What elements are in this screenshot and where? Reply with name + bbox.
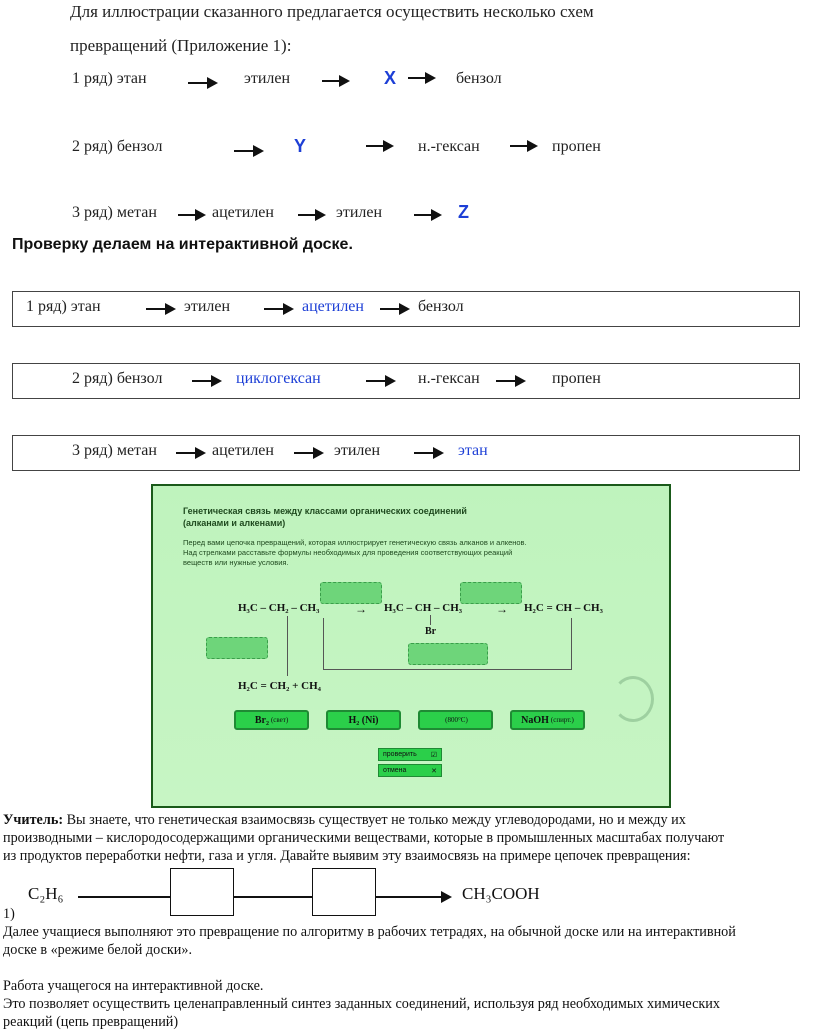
formula-bromopropane: H₃C – CH – CH₃ [384,602,463,614]
reagent-main: Br₂ [254,714,269,726]
scheme-line [234,896,312,898]
para1-line1: Далее учащиеся выполняют это превращение по алгоритму в рабочих тетрадях, на обычной доске или на интерактивной [3,924,736,940]
reagent-note: (свет) [270,716,289,724]
teacher-label: Учитель: [3,812,64,828]
row1-var: X [384,68,397,88]
ans1-label: 1 ряд) этан [26,298,101,315]
scheme-box-2[interactable] [312,868,376,916]
row3-item3: этилен [336,204,383,221]
arrow-icon [176,452,204,454]
arrow-icon [376,896,450,898]
check-label: проверить [383,751,417,758]
arrow-icon [408,77,434,79]
arrow-icon [366,145,392,147]
reagent-main: H₂ (Ni) [348,714,379,726]
close-icon: ✕ [431,767,437,775]
check-icon: ☑ [430,751,437,759]
formula-cracking-products: H₂C = CH₂ + CH₄ [238,680,321,692]
ans2-answer: циклогексан [236,370,321,387]
row2-item4: пропен [552,138,601,155]
teacher-text-1: Вы знаете, что генетическая взаимосвязь существует не только между углеводородами, но и между их [63,812,686,828]
arrow-icon [264,308,292,310]
scheme-start: C₂H₆ [28,884,64,903]
drop-slot-2[interactable] [460,582,522,604]
teacher-line-3: из продуктов переработки нефти, газа и угля. Давайте выявим эту взаимосвязь на примере цепочек превращения: [3,848,691,864]
arrow-icon [414,452,442,454]
reagent-button-h2[interactable] [326,710,401,730]
reagent-main: NaOH [521,714,549,726]
bond-line [430,615,431,625]
scheme-line [78,896,170,898]
ans3-item2: ацетилен [212,442,274,459]
arrow-icon [192,380,220,382]
check-button[interactable] [378,748,442,761]
arrow-icon [414,214,440,216]
ans3-item3: этилен [334,442,381,459]
ans2-item3: н.-гексан [418,370,480,387]
scheme-number: 1) [3,906,15,922]
connector-line [287,616,288,676]
teacher-line-1 [3,812,686,829]
row2-label: 2 ряд) бензол [72,138,163,155]
board-arrow-icon: → [496,602,508,616]
reagent-button-naoh[interactable] [510,710,585,730]
ans3-answer: этан [458,442,488,459]
teacher-line-2: производными – кислородосодержащими органическими веществами, которые в промышленных масштабах получают [3,830,725,846]
row2-item3: н.-гексан [418,138,480,155]
row3-label: 3 ряд) метан [72,204,157,221]
ans1-item2: этилен [184,298,231,315]
ans1-item4: бензол [418,298,464,315]
row1-label: 1 ряд) этан [72,70,147,87]
row3-item2: ацетилен [212,204,274,221]
arrow-icon [380,308,408,310]
arrow-icon [234,150,262,152]
row2-var: Y [294,136,307,156]
arrow-icon [178,214,204,216]
board-arrow-icon: → [355,602,367,616]
row1-item4: бензол [456,70,502,87]
intro-line-2: превращений (Приложение 1): [70,36,292,55]
para3-line1: Это позволяет осуществить целенаправленный синтез заданных соединений, используя ряд необходимых химических [3,996,720,1012]
ans2-label: 2 ряд) бензол [72,370,163,387]
arrow-icon [496,380,524,382]
row3-var: Z [458,202,469,222]
cancel-button[interactable] [378,764,442,777]
ans3-label: 3 ряд) метан [72,442,157,459]
row1-item2: этилен [244,70,291,87]
scheme-box-1[interactable] [170,868,234,916]
reagent-note: (спирт.) [550,716,574,724]
drop-slot-4[interactable] [408,643,488,665]
scheme-end: CH₃COOH [462,884,540,903]
connector-line [571,618,572,670]
arrow-icon [322,80,348,82]
connector-line [323,618,324,670]
check-heading: Проверку делаем на интерактивной доске. [12,236,353,253]
drop-slot-3[interactable] [206,637,268,659]
board-title-2: (алканами и алкенами) [183,518,286,528]
formula-bromine-sub: Br [425,626,437,637]
arrow-icon [510,145,536,147]
para3-line2: реакций (цепь превращений) [3,1014,179,1030]
para2-line1: Работа учащегося на интерактивной доске. [3,978,264,994]
para1-line2: доске в «режиме белой доски». [3,942,193,958]
reagent-button-br2[interactable] [234,710,309,730]
reagent-button-800c[interactable] [418,710,493,730]
board-desc-3: веществ или нужные условия. [183,558,289,567]
connector-line [323,669,571,670]
arrow-icon [294,452,322,454]
formula-propene: H₂C = CH – CH₃ [524,602,603,614]
intro-line-1: Для иллюстрации сказанного предлагается осуществить несколько схем [70,2,594,21]
arrow-icon [146,308,174,310]
arrow-icon [188,82,216,84]
arrow-icon [298,214,324,216]
board-desc-1: Перед вами цепочка превращений, которая иллюстрирует генетическую связь алканов и алкенов. [183,538,527,547]
board-title-1: Генетическая связь между классами органических соединений [183,506,467,516]
drop-slot-1[interactable] [320,582,382,604]
ans1-answer: ацетилен [302,298,364,315]
formula-propane: H₃C – CH₂ – CH₃ [238,602,320,614]
board-desc-2: Над стрелками расставьте формулы необходимых для проведения соответствующих реакций [183,548,513,557]
rotate-icon[interactable] [612,676,654,722]
ans2-item4: пропен [552,370,601,387]
arrow-icon [366,380,394,382]
cancel-label: отмена [383,767,407,774]
reagent-note: (800°C) [445,716,468,724]
